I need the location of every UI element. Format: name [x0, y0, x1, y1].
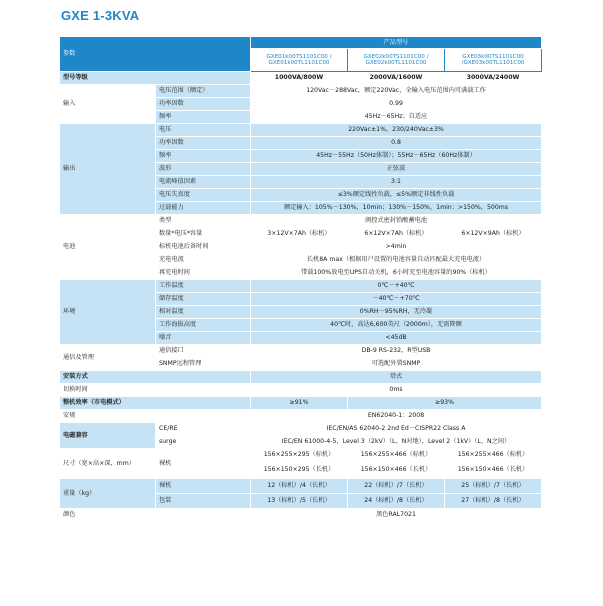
page-title: GXE 1-3KVA — [61, 8, 140, 23]
cell-value: 12（标机）/4（长机） — [251, 479, 348, 494]
cell-value: 45Hz－65Hz；自适应 — [251, 111, 542, 124]
row-label: 类型 — [156, 215, 251, 228]
cell-value: 带载100%放电至UPS自动关机，6小时充至电池容量的90%（标机） — [251, 267, 542, 280]
cell-value: 3×12V×7Ah（标机） — [251, 228, 348, 241]
cell-value: 27（标机）/8（长机） — [445, 494, 542, 509]
model-name: GXE01k00TS1101C00 / GXE01k00TL1101C00 — [251, 49, 348, 72]
header-row — [60, 37, 542, 49]
weight-row — [60, 479, 542, 494]
row-label: 波形 — [156, 163, 251, 176]
cell-value: IEC/EN/AS 62040-2 2nd Ed－CISPR22 Class A — [251, 423, 542, 436]
cell-value: 156×150×466（长机） — [445, 462, 542, 479]
row-label: 功率因数 — [156, 137, 251, 150]
cell-value: 22（标机）/7（长机） — [348, 479, 445, 494]
row-label: 工作海拔高度 — [156, 319, 251, 332]
row-label: 再充电时间 — [156, 267, 251, 280]
cell-value: 120Vac－288Vac，额定220Vac，全输入电压范围内可满载工作 — [251, 85, 542, 98]
cell-value: DB-9 RS-232，R型USB — [251, 345, 542, 358]
section-label: 输出 — [60, 124, 156, 215]
param-header: 参数 — [60, 37, 251, 72]
row-label: 数量*电压*容量 — [156, 228, 251, 241]
row-label: 包装 — [156, 494, 251, 509]
row-label: 过载能力 — [156, 202, 251, 215]
environment-row — [60, 280, 542, 293]
row-label: 裸机 — [156, 479, 251, 494]
cell-value: 156×255×466（标机） — [348, 449, 445, 462]
cell-value: 40℃时，高达6,600英尺（2000m），无需降额 — [251, 319, 542, 332]
cell-value: 3:1 — [251, 176, 542, 189]
output-row — [60, 124, 542, 137]
color-row — [60, 509, 542, 522]
row-label: 相对温度 — [156, 306, 251, 319]
cell-value: 13（标机）/5（长机） — [251, 494, 348, 509]
cell-value: 0.8 — [251, 137, 542, 150]
row-label: CE/RE — [156, 423, 251, 436]
emc-row — [60, 423, 542, 436]
model-name: GXE02k00TS1101C00 / GXE02k00TL1101C00 — [348, 49, 445, 72]
cell-value: IEC/EN 61000-4-5，Level 3（2kV）（L、N对地），Level 2（1kV）（L、N之间） — [251, 436, 542, 449]
cell-value: 6×12V×9Ah（标机） — [445, 228, 542, 241]
row-label: 安规 — [60, 410, 251, 423]
row-label: 裸机 — [156, 449, 251, 479]
row-label: 电压失真度 — [156, 189, 251, 202]
cell-value: 0.99 — [251, 98, 542, 111]
cell-value: 2000VA/1600W — [348, 72, 445, 85]
efficiency-row — [60, 397, 542, 410]
cell-value: ≤3%额定线性负载，≤5%额定非线性负载 — [251, 189, 542, 202]
comms-row — [60, 345, 542, 358]
input-row — [60, 85, 542, 98]
row-label: 储存温度 — [156, 293, 251, 306]
spec-table — [59, 36, 542, 522]
cell-value: <45dB — [251, 332, 542, 345]
cell-value: 25（标机）/7（长机） — [445, 479, 542, 494]
cell-value: 3000VA/2400W — [445, 72, 542, 85]
row-label: 标机电池后备时间 — [156, 241, 251, 254]
row-label: 安装方式 — [60, 371, 251, 384]
cell-value: 156×150×295（长机） — [251, 462, 348, 479]
row-label: 电流峰值因素 — [156, 176, 251, 189]
row-label: 频率 — [156, 150, 251, 163]
row-label: 型号等级 — [60, 72, 251, 85]
cell-value: >4min — [251, 241, 542, 254]
row-label: 工作温度 — [156, 280, 251, 293]
cell-value: 220Vac±1%，230/240Vac±3% — [251, 124, 542, 137]
cell-value: 额定输入：105%－130%，10min；130%－150%，1min；>150%，500ms — [251, 202, 542, 215]
cell-value: 长机8A max（根据用户设置的电池容量自动匹配最大充电电流） — [251, 254, 542, 267]
section-label: 环境 — [60, 280, 156, 345]
cell-value: ≥91% — [251, 397, 348, 410]
cell-value: 可选配外置SNMP — [251, 358, 542, 371]
section-label: 尺寸（宽×高×深，mm） — [60, 449, 156, 479]
install-row — [60, 371, 542, 384]
row-label: 噪音 — [156, 332, 251, 345]
cell-value: 6×12V×7Ah（标机） — [348, 228, 445, 241]
cell-value: 156×255×466（标机） — [445, 449, 542, 462]
section-label: 电磁兼容 — [60, 423, 156, 449]
section-label: 电池 — [60, 215, 156, 280]
cell-value: 24（标机）/8（长机） — [348, 494, 445, 509]
cell-value: 156×150×466（长机） — [348, 462, 445, 479]
cell-value: 塔式 — [251, 371, 542, 384]
cell-value: 1000VA/800W — [251, 72, 348, 85]
model-name: GXE03k00TS1101C00 /GXE03k00TL1101C00 — [445, 49, 542, 72]
row-label: 频率 — [156, 111, 251, 124]
row-label: SNMP远程管理 — [156, 358, 251, 371]
cell-value: 156×255×295（标机） — [251, 449, 348, 462]
row-label: surge — [156, 436, 251, 449]
dimensions-row — [60, 449, 542, 462]
row-label: 整机效率（市电模式） — [60, 397, 251, 410]
section-label: 重量（kg） — [60, 479, 156, 509]
section-label: 通信及管理 — [60, 345, 156, 371]
cell-value: 黑色RAL7021 — [251, 509, 542, 522]
cell-value: 0℃－+40℃ — [251, 280, 542, 293]
row-label: 电压范围（额定） — [156, 85, 251, 98]
row-label: 充电电流 — [156, 254, 251, 267]
cell-value: 0ms — [251, 384, 542, 397]
row-label: 颜色 — [60, 509, 251, 522]
cell-value: EN62040-1：2008 — [251, 410, 542, 423]
cell-value: 45Hz－55Hz（50Hz体制）；55Hz－65Hz（60Hz体制） — [251, 150, 542, 163]
row-label: 通信接口 — [156, 345, 251, 358]
cell-value: ≥93% — [348, 397, 542, 410]
section-label: 输入 — [60, 85, 156, 124]
cell-value: 正弦波 — [251, 163, 542, 176]
cell-value: －40℃－+70℃ — [251, 293, 542, 306]
cell-value: 0%RH－95%RH，无冷凝 — [251, 306, 542, 319]
product-model-header: 产品型号 — [251, 37, 542, 49]
row-label: 功率因数 — [156, 98, 251, 111]
battery-row — [60, 215, 542, 228]
row-label: 切换时间 — [60, 384, 251, 397]
model-rating-row — [60, 72, 542, 85]
cell-value: 阀控式密封铅酸蓄电池 — [251, 215, 542, 228]
safety-row — [60, 410, 542, 423]
row-label: 电压 — [156, 124, 251, 137]
switch-time-row — [60, 384, 542, 397]
